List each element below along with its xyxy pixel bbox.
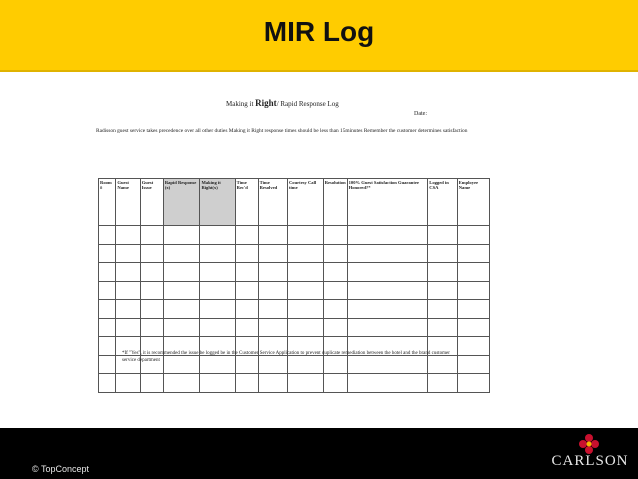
table-cell [200,226,235,245]
table-cell [99,263,116,282]
form-title-suffix: / Rapid Response Log [276,100,339,108]
log-table-header [99,179,490,226]
column-header: Resolution [323,179,347,226]
table-cell [428,318,457,337]
table-cell [287,281,323,300]
table-cell [287,374,323,393]
table-cell [287,263,323,282]
column-header: Logged in CSA [428,179,457,226]
column-header: Guest Issue [140,179,163,226]
table-cell [323,226,347,245]
table-cell [457,226,489,245]
table-cell [258,374,287,393]
table-cell [258,244,287,263]
table-cell [457,263,489,282]
table-cell [99,374,116,393]
table-cell [235,281,258,300]
table-cell [116,281,140,300]
table-cell [200,374,235,393]
table-cell [163,300,200,319]
table-row [99,374,490,393]
column-header: Employee Name [457,179,489,226]
table-cell [428,300,457,319]
table-cell [99,244,116,263]
table-cell [323,263,347,282]
table-cell [235,263,258,282]
table-cell [99,318,116,337]
table-cell [347,318,428,337]
table-cell [163,281,200,300]
footer-bar [0,428,638,479]
table-cell [258,281,287,300]
table-row [99,226,490,245]
table-cell [258,300,287,319]
form-title [226,98,339,108]
table-cell [163,318,200,337]
table-cell [99,300,116,319]
policy-text: Radisson guest service takes precedence over all other duties Making it Right response times should be less than 15minutes Remember the customer determines satisfaction [96,128,468,134]
table-cell [163,226,200,245]
copyright: © TopConcept [32,464,90,474]
title-bar [0,0,638,72]
table-cell [99,281,116,300]
table-cell [323,281,347,300]
table-cell [287,226,323,245]
table-cell [457,318,489,337]
table-cell [287,318,323,337]
table-row [99,244,490,263]
table-cell [457,355,489,374]
column-header: Time Resolved [258,179,287,226]
table-cell [347,244,428,263]
table-cell [140,281,163,300]
table-cell [428,281,457,300]
form-title-prefix: Making it [226,100,256,108]
table-cell [200,281,235,300]
column-header: Making it Right(x) [200,179,235,226]
column-header: Time Rec'd [235,179,258,226]
table-cell [200,263,235,282]
table-cell [163,374,200,393]
table-cell [287,244,323,263]
table-cell [457,244,489,263]
table-cell [323,318,347,337]
table-row [99,318,490,337]
table-cell [258,263,287,282]
table-cell [163,263,200,282]
table-cell [457,300,489,319]
table-cell [323,374,347,393]
table-cell [347,300,428,319]
table-cell [235,226,258,245]
table-cell [140,318,163,337]
table-cell [428,244,457,263]
column-header: Rapid Response (x) [163,179,200,226]
log-table-body [99,226,490,393]
table-cell [235,300,258,319]
table-cell [323,300,347,319]
table-cell [140,226,163,245]
carlson-flower-icon [578,433,600,455]
table-cell [347,374,428,393]
table-cell [163,244,200,263]
table-row [99,263,490,282]
table-cell [347,281,428,300]
table-cell [200,244,235,263]
column-header: 100% Guest Satisfaction Guarantee Honored?* [347,179,428,226]
table-cell [99,355,116,374]
table-cell [347,226,428,245]
table-cell [140,244,163,263]
column-header: Room # [99,179,116,226]
table-cell [200,300,235,319]
table-cell [99,337,116,356]
table-cell [428,263,457,282]
table-cell [457,281,489,300]
table-cell [116,263,140,282]
table-row [99,300,490,319]
footnote: *If "Yes", it is recommended the issue be logged be in the Customer Service Application to prevent duplicate remediation between the hotel and the brand customer service department [122,351,450,363]
table-cell [287,300,323,319]
logo-text: CARLSON [551,453,629,469]
table-cell [258,226,287,245]
table-cell [323,244,347,263]
table-cell [235,318,258,337]
table-cell [116,300,140,319]
table-cell [200,318,235,337]
table-cell [116,374,140,393]
table-cell [140,300,163,319]
table-cell [428,226,457,245]
form-title-emph: Right [255,98,277,108]
table-row [99,281,490,300]
table-cell [457,374,489,393]
table-cell [235,244,258,263]
table-cell [347,263,428,282]
table-cell [457,337,489,356]
table-cell [116,318,140,337]
column-header: Guest Name [116,179,140,226]
table-cell [140,374,163,393]
table-cell [99,226,116,245]
table-cell [116,226,140,245]
table-cell [235,374,258,393]
slide-title: MIR Log [263,16,375,47]
carlson-logo [548,433,632,475]
table-cell [258,318,287,337]
date-label: Date: [414,111,427,117]
table-cell [140,263,163,282]
column-header: Courtesy Call time [287,179,323,226]
table-cell [428,374,457,393]
table-cell [116,244,140,263]
